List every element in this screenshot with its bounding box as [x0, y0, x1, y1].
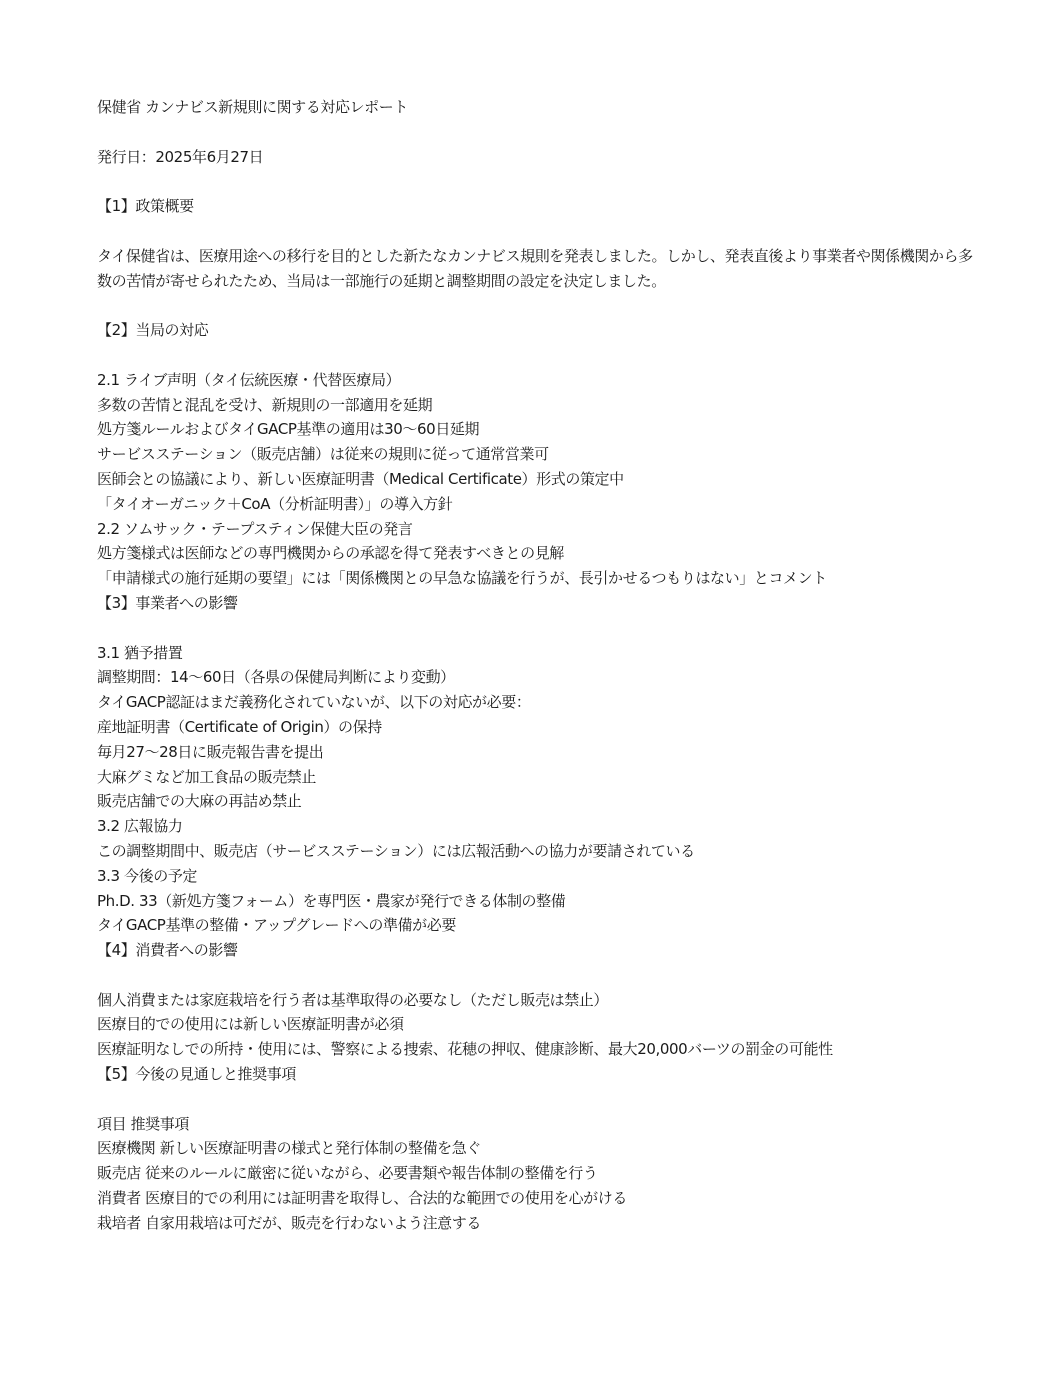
- section-5-line: 医療機関 新しい医療証明書の様式と発行体制の整備を急ぐ: [97, 1139, 481, 1158]
- spacer: [97, 343, 977, 368]
- section-4-heading: 【4】消費者への影響: [97, 941, 238, 960]
- section-3-line: 3.2 広報協力: [97, 817, 183, 836]
- section-2-line: 「申請様式の施行延期の要望」には「関係機関との早急な協議を行うが、長引かせるつもりはない」とコメント: [97, 569, 827, 588]
- spacer: [97, 963, 977, 988]
- document-title: 保健省 カンナビス新規則に関する対応レポート: [97, 98, 408, 116]
- section-5-heading: 【5】今後の見通しと推奨事項: [97, 1065, 296, 1084]
- spacer: [97, 1087, 977, 1112]
- section-3-line: タイGACP基準の整備・アップグレードへの準備が必要: [97, 916, 456, 935]
- section-5-line: 消費者 医療目的での利用には証明書を取得し、合法的な範囲での使用を心がける: [97, 1189, 627, 1208]
- section-2-line: サービスステーション（販売店舗）は従来の規則に従って通常営業可: [97, 445, 549, 464]
- section-1-heading: 【1】政策概要: [97, 197, 194, 216]
- section-4-line: 個人消費または家庭栽培を行う者は基準取得の必要なし（ただし販売は禁止）: [97, 990, 609, 1009]
- section-3-line: 産地証明書（Certificate of Origin）の保持: [97, 717, 382, 736]
- section-3-line: Ph.D. 33（新処方箋フォーム）を専門医・農家が発行できる体制の整備: [97, 891, 566, 910]
- section-4-line: 医療証明なしでの所持・使用には、警察による捜索、花穂の押収、健康診断、最大20,000バーツの罰金の可能性: [97, 1040, 833, 1059]
- section-2-line: 処方箋様式は医師などの専門機関からの承認を得て発表すべきとの見解: [97, 544, 564, 563]
- section-5-line: 栽培者 自家用栽培は可だが、販売を行わないよう注意する: [97, 1213, 481, 1232]
- spacer: [97, 616, 977, 641]
- document-body: [97, 95, 977, 1236]
- section-2-line: 処方箋ルールおよびタイGACP基準の適用は30〜60日延期: [97, 420, 480, 439]
- section-3-line: タイGACP認証はまだ義務化されていないが、以下の対応が必要：: [97, 693, 531, 712]
- section-2-line: 多数の苦情と混乱を受け、新規則の一部適用を延期: [97, 395, 433, 414]
- section-3-line: 調整期間：14〜60日（各県の保健局判断により変動）: [97, 668, 455, 687]
- section-2-line: 「タイオーガニック＋CoA（分析証明書）」の導入方針: [97, 494, 453, 513]
- section-2-line: 2.1 ライブ声明（タイ伝統医療・代替医療局）: [97, 370, 401, 389]
- section-3-line: この調整期間中、販売店（サービスステーション）には広報活動への協力が要請されている: [97, 841, 695, 860]
- section-5-line: 販売店 従来のルールに厳密に従いながら、必要書類や報告体制の整備を行う: [97, 1164, 598, 1183]
- section-3-heading: 【3】事業者への影響: [97, 593, 238, 612]
- section-5-line: 項目 推奨事項: [97, 1114, 189, 1133]
- section-4-line: 医療目的での使用には新しい医療証明書が必須: [97, 1015, 404, 1034]
- section-2-heading: 【2】当局の対応: [97, 321, 209, 340]
- section-2-line: 2.2 ソムサック・テープスティン保健大臣の発言: [97, 519, 413, 538]
- section-3-line: 3.3 今後の予定: [97, 866, 198, 885]
- spacer: [97, 219, 977, 244]
- section-1-body: タイ保健省は、医療用途への移行を目的とした新たなカンナビス規則を発表しました。しかし、発表直後より事業者や関係機関から多数の苦情が寄せられたため、当局は一部施行の延期と調整期間の設定を決定しました。: [97, 246, 973, 290]
- spacer: [97, 293, 977, 318]
- section-2-line: 医師会との協議により、新しい医療証明書（Medical Certificate）形式の策定中: [97, 469, 624, 488]
- section-3-line: 毎月27〜28日に販売報告書を提出: [97, 742, 324, 761]
- section-3-line: 大麻グミなど加工食品の販売禁止: [97, 767, 317, 786]
- section-3-line: 販売店舗での大麻の再詰め禁止: [97, 792, 302, 811]
- issue-date: 発行日：2025年6月27日: [97, 147, 264, 166]
- section-3-line: 3.1 猶予措置: [97, 643, 183, 662]
- spacer: [97, 120, 977, 145]
- spacer: [97, 169, 977, 194]
